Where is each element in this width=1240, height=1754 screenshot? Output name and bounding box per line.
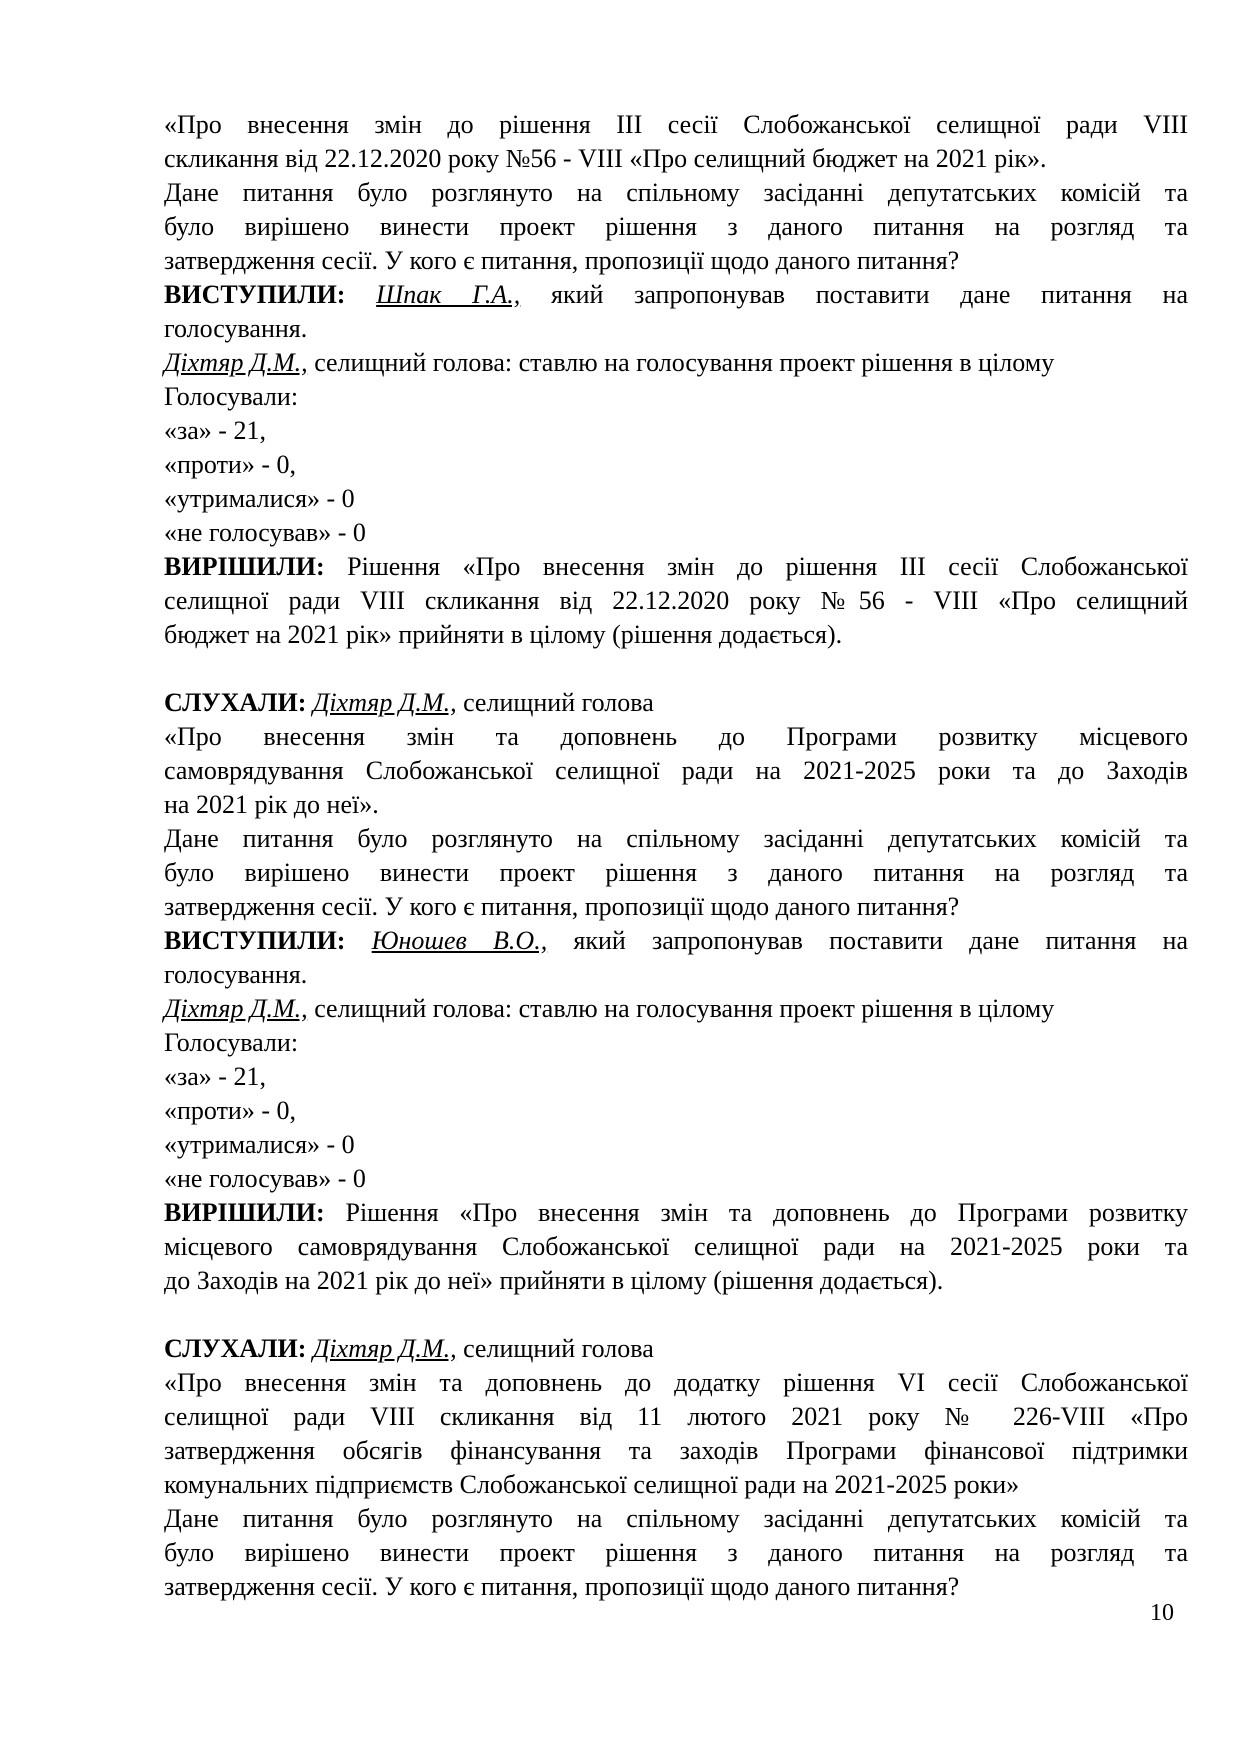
spoke-line (164, 924, 1188, 958)
spoke-line (164, 278, 1188, 312)
item-title-line: на 2021 рік до неї». (164, 790, 379, 819)
speaker-name: Юношев В.О., (371, 926, 548, 955)
discussion-line: Дане питання було розглянуто на спільному засіданні депутатських комісій та (164, 178, 1188, 207)
discussion-line: Дане питання було розглянуто на спільному засіданні депутатських комісій та (164, 824, 1188, 853)
item-title-line: «Про внесення змін до рішення ІІІ сесії Слобожанської селищної ради VIII (164, 110, 1188, 139)
discussion-line: затвердження сесії. У кого є питання, пропозиції щодо даного питання? (164, 1572, 960, 1601)
document-page (164, 108, 1188, 1604)
vote-for: «за» - 21, (164, 416, 266, 445)
chair-name: Діхтяр Д.М., (164, 348, 308, 377)
item-title-line: селищної ради VIII скликання від 11 лютого 2021 року № 226-VIII «Про (164, 1402, 1188, 1431)
discussion-line: було вирішено винести проект рішення з даного питання на розгляд та (164, 212, 1188, 241)
agenda-item-2 (164, 686, 1188, 1298)
vote-abstained: «утрималися» - 0 (164, 484, 355, 513)
discussion-line: було вирішено винести проект рішення з даного питання на розгляд та (164, 1538, 1188, 1567)
decided-line (164, 1196, 1188, 1230)
agenda-item-1 (164, 108, 1188, 652)
heard-text: селищний голова (456, 1334, 654, 1363)
spoke-label: ВИСТУПИЛИ: (164, 280, 346, 309)
vote-abstained: «утрималися» - 0 (164, 1130, 355, 1159)
item-title-line: «Про внесення змін та доповнень до Програми розвитку місцевого (164, 722, 1188, 751)
vote-not-voted: «не голосував» - 0 (164, 518, 366, 547)
item-title-line: комунальних підприємств Слобожанської селищної ради на 2021-2025 роки» (164, 1470, 1020, 1499)
voted-label: Голосували: (164, 382, 299, 411)
discussion-line: Дане питання було розглянуто на спільному засіданні депутатських комісій та (164, 1504, 1188, 1533)
page-number: 10 (1150, 1600, 1174, 1626)
spoke-text: який запропонував поставити дане питання на (547, 926, 1188, 955)
voted-label: Голосували: (164, 1028, 299, 1057)
heard-line (164, 686, 1188, 720)
decided-line: до Заходів на 2021 рік до неї» прийняти в цілому (рішення додається). (164, 1266, 944, 1295)
heard-label: СЛУХАЛИ: (164, 1334, 307, 1363)
decided-line (164, 550, 1188, 584)
section-spacer (164, 1298, 1188, 1332)
vote-not-voted: «не голосував» - 0 (164, 1164, 366, 1193)
decided-label: ВИРІШИЛИ: (164, 1198, 325, 1227)
chair-text: селищний голова: ставлю на голосування проект рішення в цілому (307, 994, 1055, 1023)
item-title-line: самоврядування Слобожанської селищної ради на 2021-2025 роки та до Заходів (164, 756, 1188, 785)
decided-line: місцевого самоврядування Слобожанської селищної ради на 2021-2025 роки та (164, 1232, 1188, 1261)
discussion-line: було вирішено винести проект рішення з даного питання на розгляд та (164, 858, 1188, 887)
spoke-label: ВИСТУПИЛИ: (164, 926, 346, 955)
vote-against: «проти» - 0, (164, 1096, 297, 1125)
chair-line (164, 346, 1188, 380)
discussion-line: затвердження сесії. У кого є питання, пропозиції щодо даного питання? (164, 892, 960, 921)
decided-line: селищної ради VIII скликання від 22.12.2020 року №56 - VIII «Про селищний (164, 586, 1188, 615)
heard-text: селищний голова (456, 688, 654, 717)
item-title-line: «Про внесення змін та доповнень до додатку рішення VI сесії Слобожанської (164, 1368, 1188, 1397)
item-title-line: затвердження обсягів фінансування та заходів Програми фінансової підтримки (164, 1436, 1188, 1465)
decided-text: Рішення «Про внесення змін до рішення ІІІ сесії Слобожанської (324, 552, 1188, 581)
speaker-name: Шпак Г.А., (376, 280, 521, 309)
heard-label: СЛУХАЛИ: (164, 688, 307, 717)
spoke-continuation: голосування. (164, 314, 308, 343)
spoke-continuation: голосування. (164, 960, 308, 989)
chair-text: селищний голова: ставлю на голосування проект рішення в цілому (307, 348, 1055, 377)
section-spacer (164, 652, 1188, 686)
agenda-item-3 (164, 1332, 1188, 1604)
spoke-text: який запропонував поставити дане питання на (520, 280, 1188, 309)
vote-for: «за» - 21, (164, 1062, 266, 1091)
chair-name: Діхтяр Д.М., (164, 994, 308, 1023)
heard-person: Діхтяр Д.М., (312, 688, 457, 717)
item-title-line: скликання від 22.12.2020 року №56 - VIII «Про селищний бюджет на 2021 рік». (164, 144, 1047, 173)
decided-label: ВИРІШИЛИ: (164, 552, 325, 581)
discussion-line: затвердження сесії. У кого є питання, пропозиції щодо даного питання? (164, 246, 960, 275)
decided-line: бюджет на 2021 рік» прийняти в цілому (рішення додається). (164, 620, 843, 649)
heard-person: Діхтяр Д.М., (312, 1334, 457, 1363)
heard-line (164, 1332, 1188, 1366)
vote-against: «проти» - 0, (164, 450, 297, 479)
chair-line (164, 992, 1188, 1026)
decided-text: Рішення «Про внесення змін та доповнень до Програми розвитку (324, 1198, 1188, 1227)
